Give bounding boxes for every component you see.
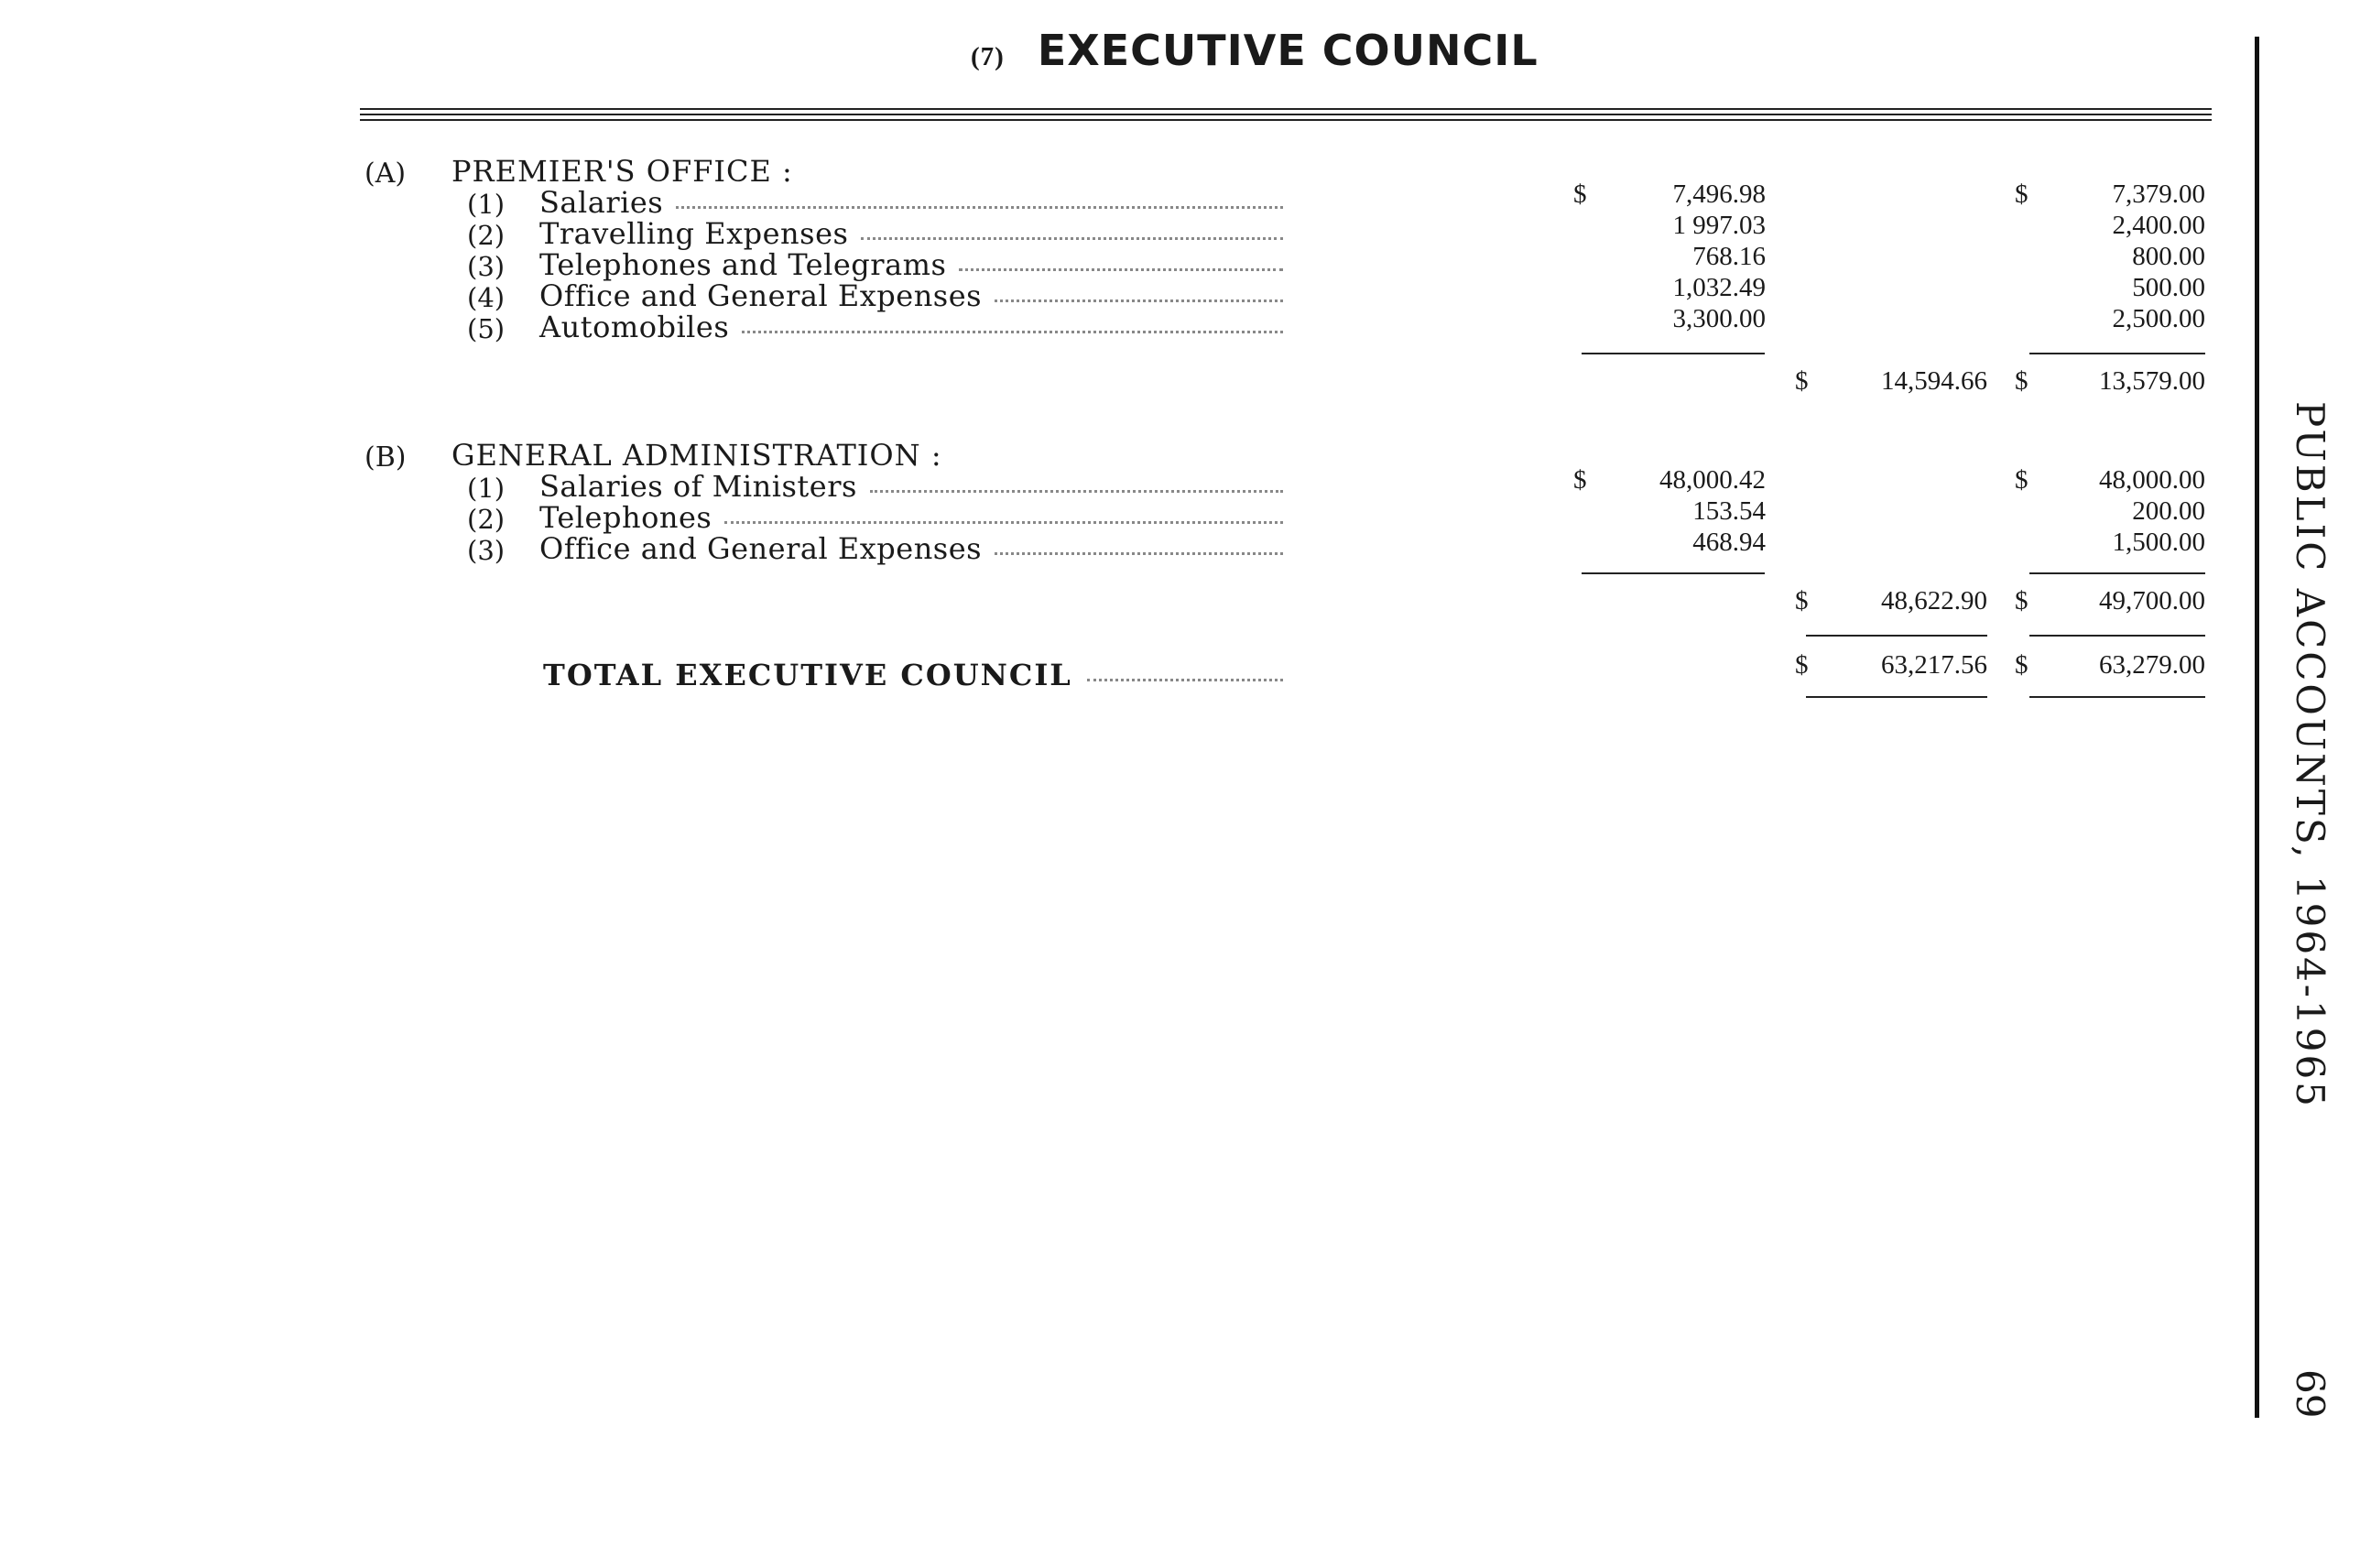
section-number: (7) (971, 42, 1005, 71)
section-heading: GENERAL ADMINISTRATION : (451, 438, 942, 473)
currency-symbol: $ (1795, 366, 1809, 396)
section-title: EXECUTIVE COUNCIL (1037, 26, 1539, 75)
item-number: (2) (467, 504, 506, 535)
currency-symbol: $ (2015, 180, 2028, 209)
header-rule (360, 108, 2212, 110)
item-number: (3) (467, 251, 506, 282)
section-letter: (A) (364, 158, 407, 190)
estimate-amount: 2,400.00 (2112, 211, 2205, 240)
header-rule (360, 114, 2212, 115)
currency-symbol: $ (1573, 465, 1587, 495)
leader-dots (861, 237, 1283, 240)
line-item (539, 216, 1283, 251)
estimate-amount: 1,500.00 (2112, 528, 2205, 557)
leader-dots (676, 206, 1283, 209)
leader-dots (1087, 679, 1283, 681)
item-number: (1) (467, 473, 506, 504)
line-item (539, 185, 1283, 220)
margin-rule (2255, 37, 2259, 1418)
sum-rule (1582, 572, 1765, 574)
estimate-amount: 7,379.00 (2112, 180, 2205, 209)
item-number: (1) (467, 189, 506, 220)
total-label-text: TOTAL EXECUTIVE COUNCIL (543, 658, 1072, 692)
estimate-amount: 800.00 (2132, 242, 2205, 271)
total-rule (2029, 696, 2205, 698)
currency-symbol: $ (2015, 650, 2028, 680)
page-number (2285, 1369, 2340, 1433)
section-heading: PREMIER'S OFFICE : (451, 154, 793, 189)
leader-dots (959, 268, 1283, 271)
estimate-amount: 2,500.00 (2112, 304, 2205, 333)
header-rule (360, 119, 2212, 121)
total-rule (1806, 696, 1987, 698)
estimate-amount: 500.00 (2132, 273, 2205, 302)
subtotal-estimate: 49,700.00 (2099, 586, 2205, 615)
sum-rule (2029, 353, 2205, 354)
item-number: (2) (467, 220, 506, 251)
sum-rule (2029, 572, 2205, 574)
item-label: Salaries of Ministers (539, 469, 857, 504)
line-item (539, 469, 1283, 504)
item-label: Automobiles (539, 310, 730, 344)
running-head-text: PUBLIC ACCOUNTS, 1964-1965 (2288, 401, 2333, 1109)
line-item (539, 278, 1283, 313)
actual-amount: 153.54 (1692, 496, 1766, 526)
leader-dots (995, 299, 1283, 302)
currency-symbol: $ (2015, 586, 2028, 615)
total-row-label (543, 658, 1283, 692)
sum-rule (1806, 635, 1987, 637)
actual-amount: 468.94 (1692, 528, 1766, 557)
estimate-amount: 48,000.00 (2099, 465, 2205, 495)
item-label: Office and General Expenses (539, 278, 983, 313)
actual-amount: 3,300.00 (1672, 304, 1766, 333)
leader-dots (870, 490, 1283, 493)
page-number-text: 69 (2288, 1369, 2333, 1419)
subtotal-actual: 14,594.66 (1881, 366, 1987, 396)
item-label: Salaries (539, 185, 664, 220)
line-item (539, 247, 1283, 282)
leader-dots (724, 521, 1283, 524)
subtotal-actual: 48,622.90 (1881, 586, 1987, 615)
currency-symbol: $ (2015, 465, 2028, 495)
actual-amount: 48,000.42 (1659, 465, 1766, 495)
item-number: (5) (467, 313, 506, 344)
line-item (539, 500, 1283, 535)
running-head (2285, 401, 2340, 1109)
actual-amount: 768.16 (1692, 242, 1766, 271)
actual-amount: 7,496.98 (1672, 180, 1766, 209)
item-number: (4) (467, 282, 506, 313)
item-label: Office and General Expenses (539, 531, 983, 566)
line-item (539, 310, 1283, 344)
currency-symbol: $ (2015, 366, 2028, 396)
item-number: (3) (467, 535, 506, 566)
currency-symbol: $ (1573, 180, 1587, 209)
item-label: Travelling Expenses (539, 216, 849, 251)
actual-amount: 1 997.03 (1672, 211, 1766, 240)
item-label: Telephones (539, 500, 712, 535)
sum-rule (2029, 635, 2205, 637)
total-estimate: 63,279.00 (2099, 650, 2205, 680)
currency-symbol: $ (1795, 586, 1809, 615)
total-actual: 63,217.56 (1881, 650, 1987, 680)
currency-symbol: $ (1795, 650, 1809, 680)
item-label: Telephones and Telegrams (539, 247, 947, 282)
actual-amount: 1,032.49 (1672, 273, 1766, 302)
leader-dots (742, 331, 1283, 333)
section-letter: (B) (364, 441, 407, 474)
leader-dots (995, 552, 1283, 555)
sum-rule (1582, 353, 1765, 354)
page-title (971, 26, 1612, 75)
line-item (539, 531, 1283, 566)
estimate-amount: 200.00 (2132, 496, 2205, 526)
subtotal-estimate: 13,579.00 (2099, 366, 2205, 396)
